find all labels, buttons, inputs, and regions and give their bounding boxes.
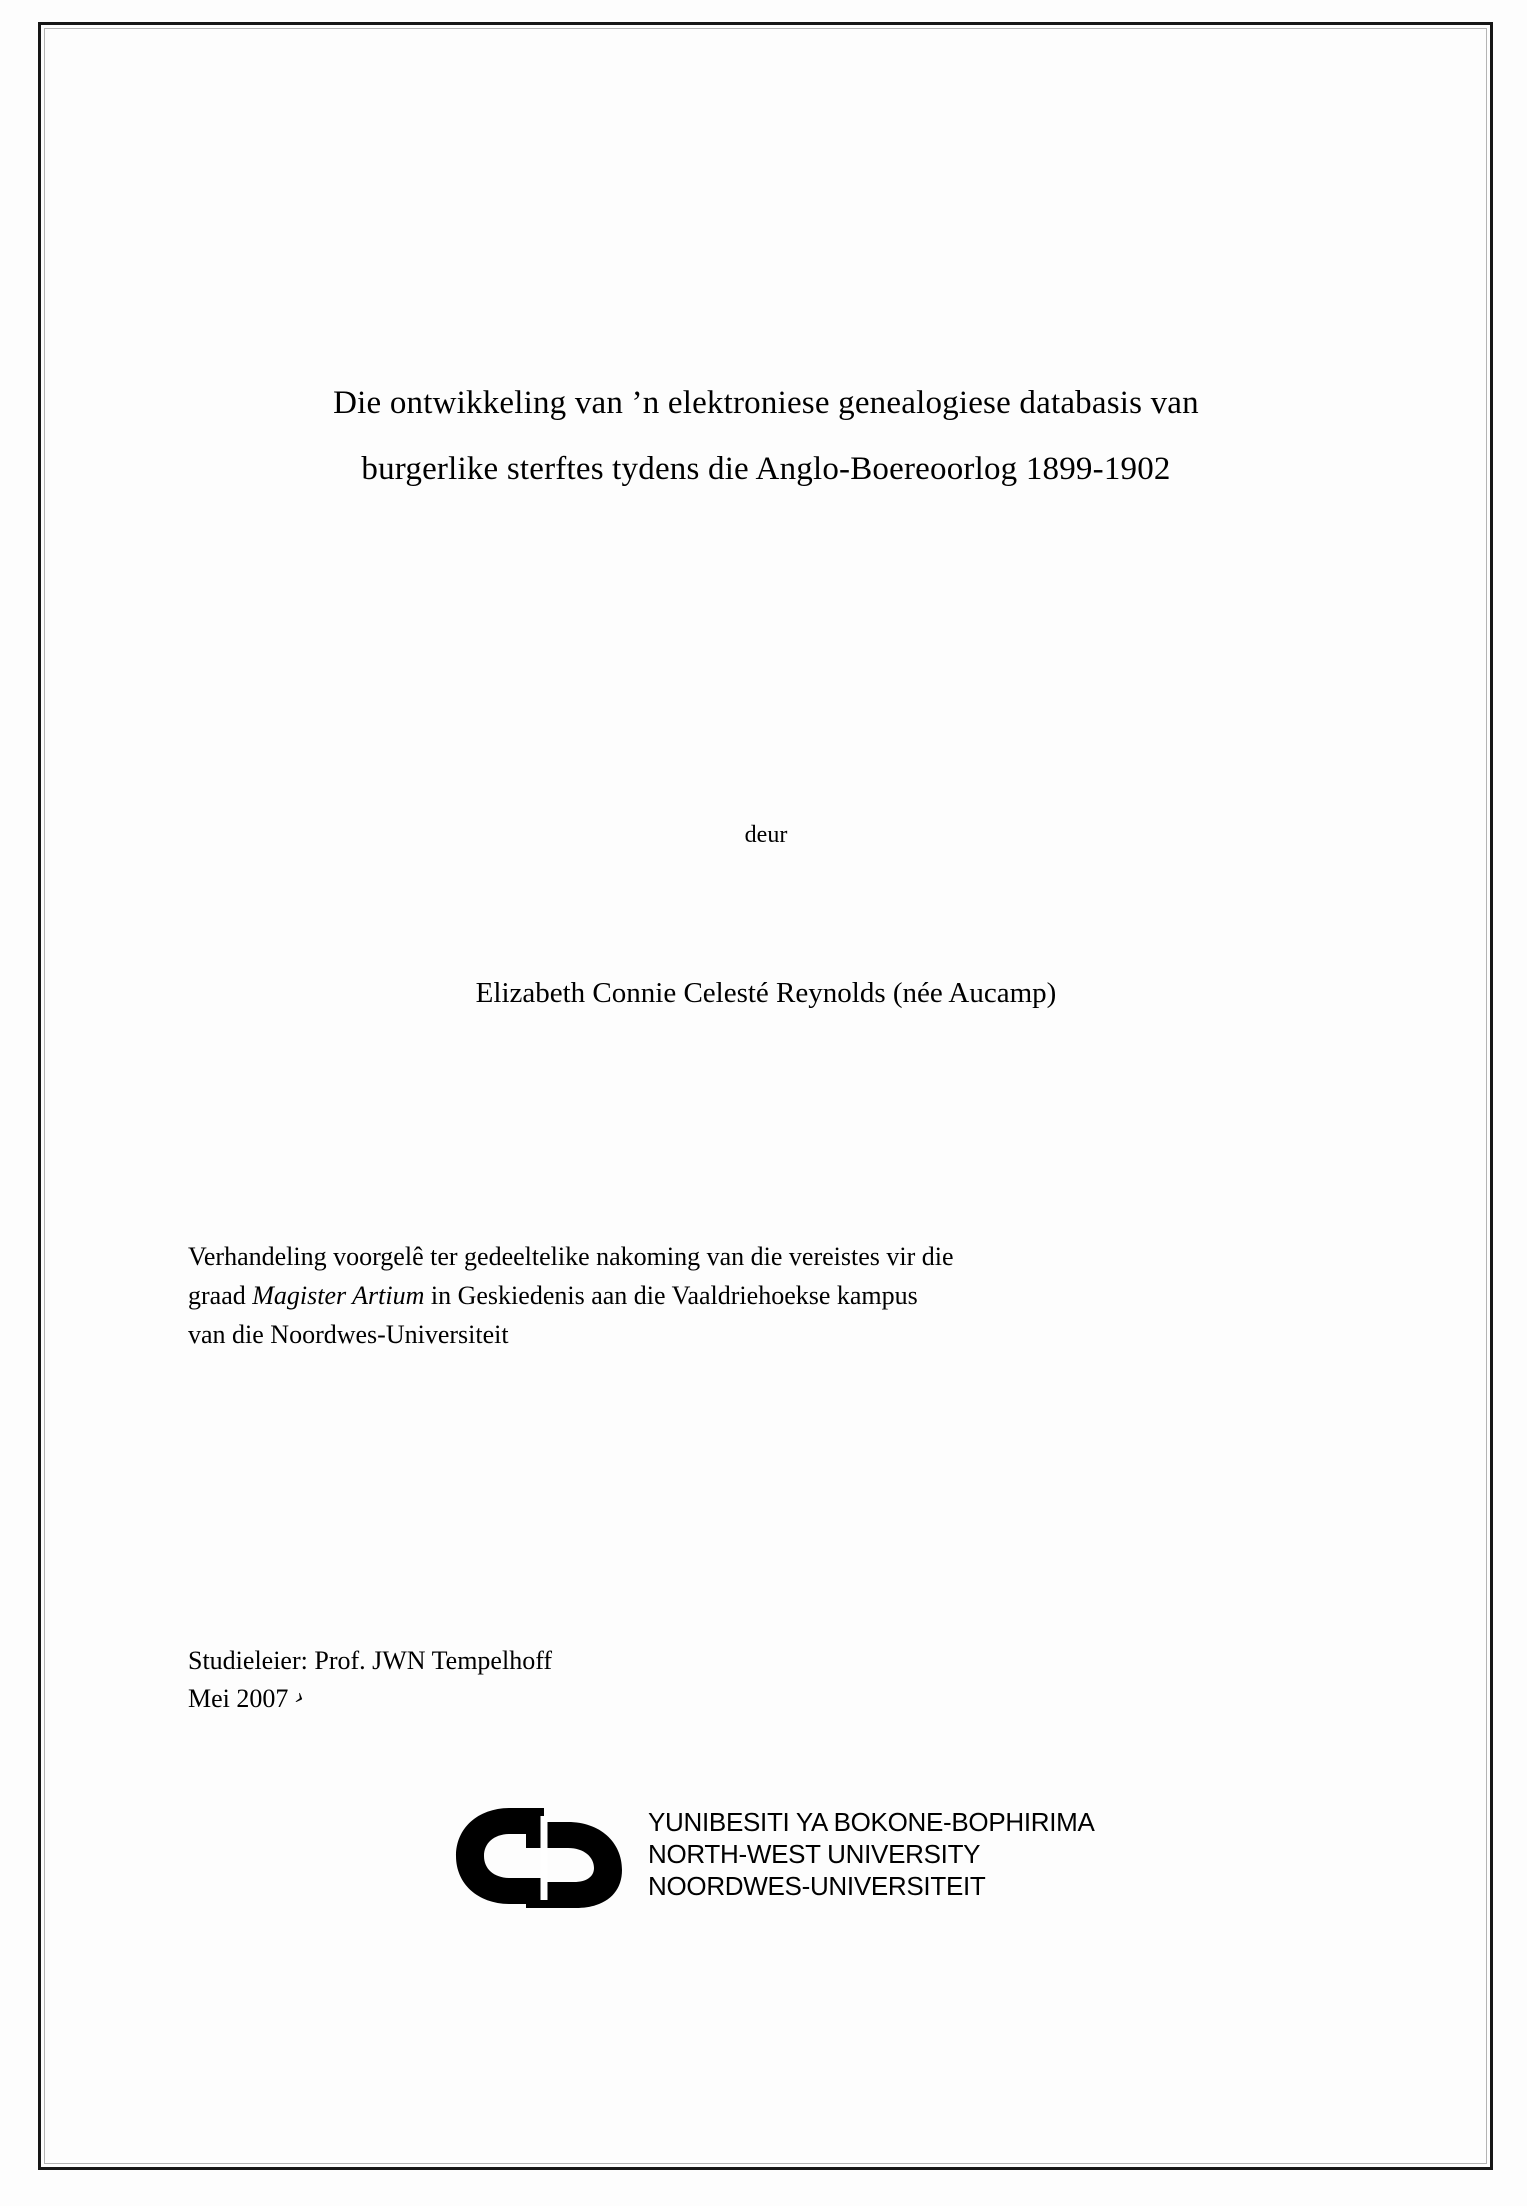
date-line [188, 1680, 1188, 1718]
by-label: deur [744, 822, 788, 848]
pen-mark: › [291, 1682, 310, 1711]
degree-statement-line-2 [188, 1276, 1338, 1315]
degree-name: Magister Artium [252, 1281, 425, 1310]
university-logo-text [648, 1806, 1095, 1902]
logo-text-line-1: YUNIBESITI YA BOKONE-BOPHIRIMA [648, 1807, 1095, 1837]
degree-statement-line-2-prefix: graad [188, 1281, 253, 1310]
degree-statement [188, 1237, 1338, 1354]
north-west-university-logo-icon [448, 1804, 638, 1908]
author-name: Elizabeth Connie Celesté Reynolds (née Aucamp) [475, 977, 1057, 1009]
supervisor-line: Studieleier: Prof. JWN Tempelhoff [188, 1646, 553, 1675]
supervisor-block [188, 1642, 1188, 1718]
page-title [186, 370, 1346, 502]
degree-statement-line-1: Verhandeling voorgelê ter gedeeltelike nakoming van die vereistes vir die [188, 1242, 954, 1271]
logo-text-line-2: NORTH-WEST UNIVERSITY [648, 1839, 981, 1869]
title-line-1: Die ontwikkeling van ’n elektroniese genealogiese databasis van [333, 385, 1199, 421]
title-line-2: burgerlike sterftes tydens die Anglo-Boereoorlog 1899-1902 [361, 451, 1171, 487]
logo-text-line-3: NOORDWES-UNIVERSITEIT [648, 1871, 986, 1901]
title-page-content [186, 22, 1346, 2170]
university-logo [448, 1800, 1168, 1915]
degree-statement-line-2-suffix: in Geskiedenis aan die Vaaldriehoekse kampus [424, 1281, 918, 1310]
date-text: Mei 2007 [188, 1684, 289, 1713]
degree-statement-line-3: van die Noordwes-Universiteit [188, 1320, 509, 1349]
